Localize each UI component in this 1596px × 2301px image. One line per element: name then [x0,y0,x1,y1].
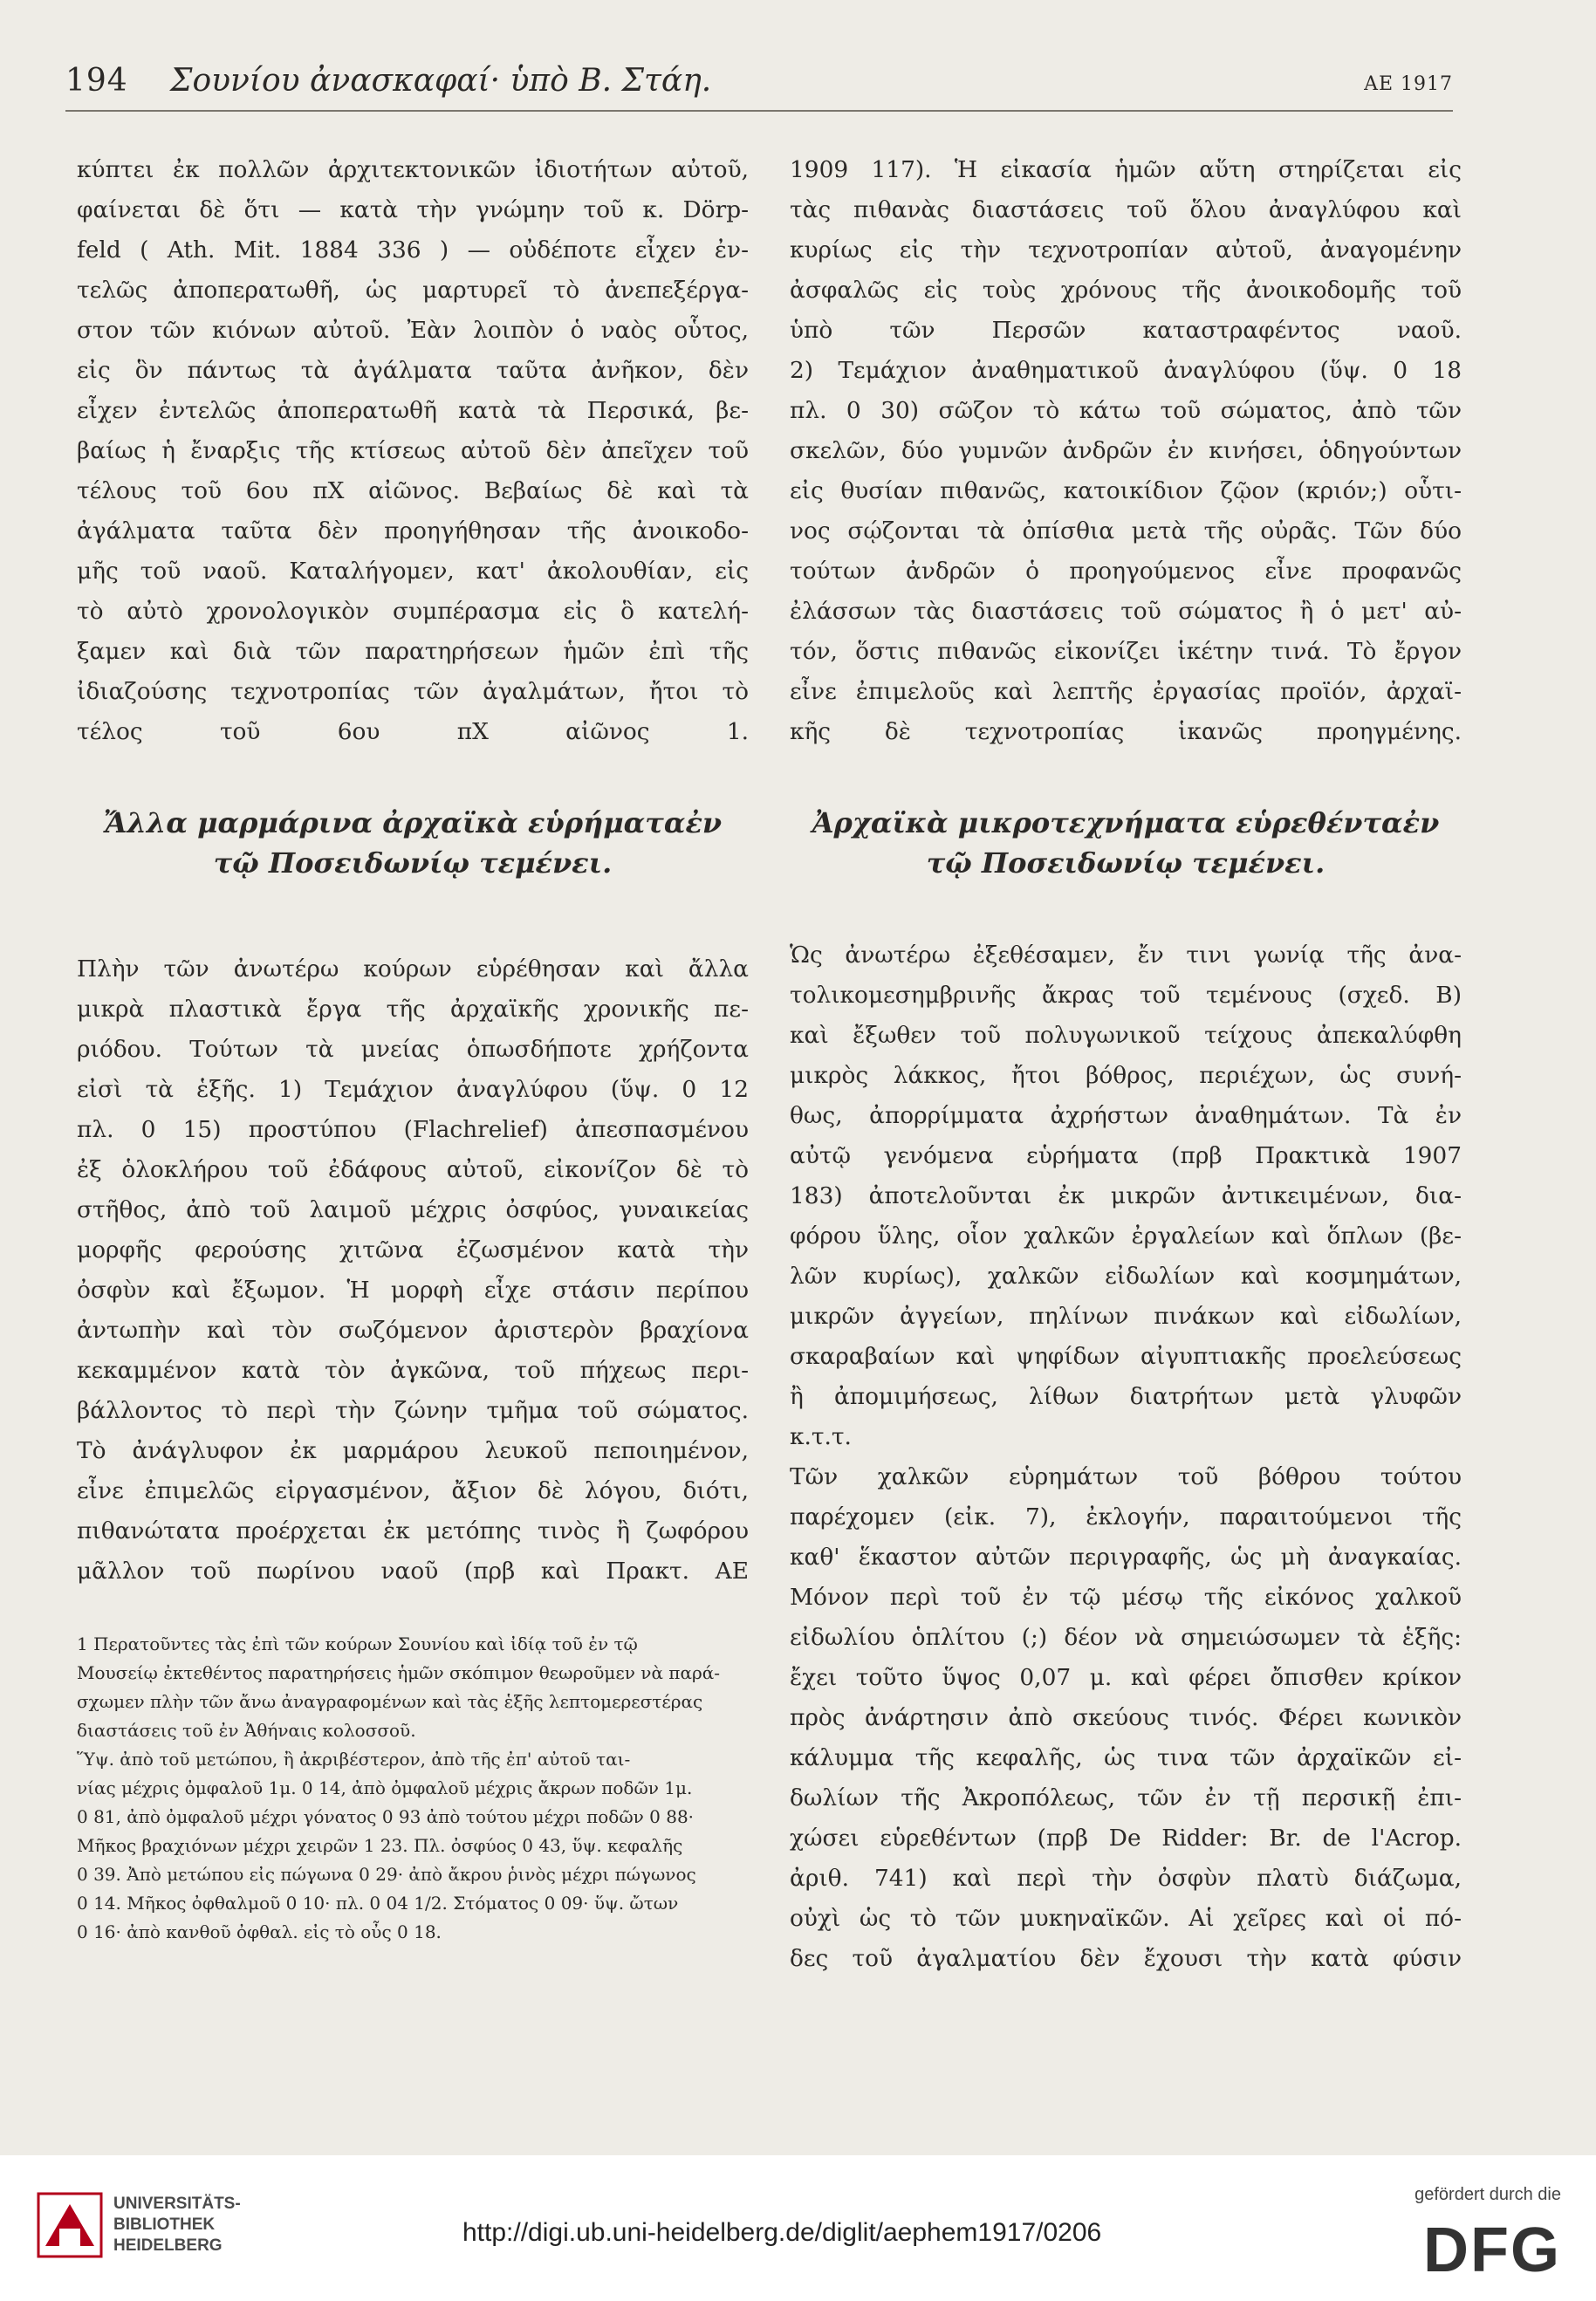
text-line: πρὸς ἀνάρτησιν ἀπὸ σκεύους τινός. Φέρει κωνικὸν [790,1704,1462,1731]
text-line: Μῆκος βραχιόνων μέχρι χειρῶν 1 23. Πλ. ὀσφύος 0 43, ὕψ. κεφαλῆς [77,1835,683,1856]
right-paragraph-3 [790,935,1462,1457]
text-line: 0 81, ἀπὸ ὀμφαλοῦ μέχρι γόνατος 0 93 ἀπὸ τούτου μέχρι ποδῶν 0 88· [77,1806,695,1827]
text-line: μικρὰ πλαστικὰ ἔργα τῆς ἀρχαϊκῆς χρονικῆς πε- [77,996,749,1023]
text-line: 1 Περατοῦντες τὰς ἐπὶ τῶν κούρων Σουνίου καὶ ἰδίᾳ τοῦ ἐν τῷ [77,1633,638,1654]
text-line: σχωμεν πλὴν τῶν ἄνω ἀναγραφομένων καὶ τὰς ἑξῆς λεπτομερεστέρας [77,1691,703,1712]
text-line: 0 14. Μῆκος ὀφθαλμοῦ 0 10· πλ. 0 04 1/2. Στόματος 0 09· ὕψ. ὤτων [77,1893,679,1914]
text-line: πλ. 0 30) σῶζον τὸ κάτω τοῦ σώματος, ἀπὸ τῶν [790,397,1462,424]
text-line: παρέχομεν (εἰκ. 7), ἐκλογήν, παραιτούμενοι τῆς [790,1503,1462,1531]
text-line: καθ' ἕκαστον αὐτῶν περιγραφῆς, ὡς μὴ ἀναγκαίας. [790,1544,1462,1571]
text-line: καὶ ἔξωθεν τοῦ πολυγωνικοῦ τείχους ἀπεκαλύφθη [790,1022,1462,1049]
text-line: κάλυμμα τῆς κεφαλῆς, ὡς τινα τῶν ἀρχαϊκῶν εἰ- [790,1744,1462,1771]
right-column [790,150,1462,1979]
text-line: ἐν τῷ Ποσειδωνίῳ τεμένει. [213,806,723,880]
text-line: ἀντωπὴν καὶ τὸν σωζόμενον ἀριστερὸν βραχίονα [77,1317,749,1344]
text-line: τὸ αὐτὸ χρονολογικὸν συμπέρασμα εἰς ὃ κατελή- [77,598,749,625]
left-paragraph-2 [77,949,749,1592]
text-line: ἢ ἀπομιμήσεως, λίθων διατρήτων μετὰ γλυφῶν [790,1383,1462,1410]
library-name-line: UNIVERSITÄTS- [113,2195,241,2213]
text-line: ἀγάλματα ταῦτα δὲν προηγήθησαν τῆς ἀνοικοδο- [77,517,749,544]
text-line: στῆθος, ἀπὸ τοῦ λαιμοῦ μέχρις ὀσφύος, γυναικείας [77,1196,749,1223]
right-section-heading [790,803,1462,883]
text-line: βάλλοντος τὸ περὶ τὴν ζώνην τμῆμα τοῦ σώματος. [77,1397,749,1424]
text-line: 0 39. Ἀπὸ μετώπου εἰς πώγωνα 0 29· ἀπὸ ἄκρου ῥινὸς μέχρι πώγωνος [77,1864,696,1885]
viewer-footer [0,2155,1596,2301]
text-line: εἰσὶ τὰ ἑξῆς. 1) Τεμάχιον ἀναγλύφου (ὕψ. 0 12 [77,1076,749,1103]
text-line: τελῶς ἀποπερατωθῆ, ὡς μαρτυρεῖ τὸ ἀνεπεξέργα- [77,277,749,304]
text-line: Τῶν χαλκῶν εὑρημάτων τοῦ βόθρου τούτου [790,1463,1462,1490]
text-line: κυρίως εἰς τὴν τεχνοτροπίαν αὐτοῦ, ἀναγομένην [790,236,1462,264]
text-line: Τὸ ἀνάγλυφον ἐκ μαρμάρου λευκοῦ πεποιημένον, [77,1437,749,1464]
text-line: Ἄλλα μαρμάρινα ἀρχαϊκὰ εὑρήματα [103,806,686,839]
text-line: τόν, ὅστις πιθανῶς εἰκονίζει ἱκέτην τινά. Τὸ ἔργον [790,638,1462,665]
text-line: φαίνεται δὲ ὅτι — κατὰ τὴν γνώμην τοῦ κ. Dörp- [77,196,749,223]
right-paragraph-1 [790,150,1462,351]
text-line: τέλους τοῦ 6ου πΧ αἰῶνος. Βεβαίως δὲ καὶ τὰ [77,477,749,504]
text-line: ἐν τῷ Ποσειδωνίῳ τεμένει. [926,806,1440,880]
text-line: εἰδωλίου ὁπλίτου (;) δέον νὰ σημειώσωμεν τὰ ἑξῆς: [790,1624,1462,1651]
text-line: χώσει εὑρεθέντων (πρβ De Ridder: Br. de l'Acrop. [790,1825,1462,1852]
left-paragraph-1 [77,150,749,752]
text-line: τέλος τοῦ 6ου πΧ αἰῶνος 1. [77,718,749,745]
text-line: Μουσείῳ ἐκτεθέντος παρατηρήσεις ἡμῶν σκόπιμον θεωροῦμεν νὰ παρά- [77,1662,720,1683]
text-line: ὑπὸ τῶν Περσῶν καταστραφέντος ναοῦ. [790,317,1462,344]
dfg-logo-icon: DFG [1423,2215,1561,2285]
text-line: εἰς θυσίαν πιθανῶς, κατοικίδιον ζῷον (κριόν;) οὗτι- [790,477,1462,504]
text-line: νος σῴζονται τὰ ὀπίσθια μετὰ τῆς οὐρᾶς. Τῶν δύο [790,517,1462,544]
left-column [77,150,749,1947]
left-section-heading [77,803,749,883]
text-line: ὀσφὺν καὶ ἔξωμον. Ἡ μορφὴ εἶχε στάσιν περίπου [77,1277,749,1304]
text-line: ἰδιαζούσης τεχνοτροπίας τῶν ἀγαλμάτων, ἤτοι τὸ [77,678,749,705]
text-line: ξαμεν καὶ διὰ τῶν παρατηρήσεων ἡμῶν ἐπὶ τῆς [77,638,749,665]
library-name-line: HEIDELBERG [113,2236,223,2255]
text-line: πιθανώτατα προέρχεται ἐκ μετόπης τινὸς ἢ ζωφόρου [77,1517,749,1544]
journal-label: ΑΕ 1917 [1364,73,1453,95]
text-line: ριόδου. Τούτων τὰ μνείας ὁπωσδήποτε χρήζοντα [77,1036,749,1063]
running-title: Σουνίου ἀνασκαφαί· ὑπὸ Β. Στάη. [170,63,712,99]
text-line: εἶχεν ἐντελῶς ἀποπερατωθῆ κατὰ τὰ Περσικά, βε- [77,397,749,424]
right-paragraph-4 [790,1457,1462,1979]
text-line: δωλίων τῆς Ἀκροπόλεως, τῶν ἐν τῇ περσικῇ ἐπι- [790,1784,1462,1811]
text-line: κεκαμμένον κατὰ τὸν ἀγκῶνα, τοῦ πήχεως περι- [77,1357,749,1384]
text-line: σκελῶν, δύο γυμνῶν ἀνδρῶν ἐν κινήσει, ὁδηγούντων [790,437,1462,464]
text-line: μικρῶν ἀγγείων, πηλίνων πινάκων καὶ εἰδωλίων, [790,1303,1462,1330]
right-paragraph-2 [790,351,1462,752]
text-line: Ἀρχαϊκὰ μικροτεχνήματα εὑρεθέντα [812,806,1403,839]
text-line: Ὕψ. ἀπὸ τοῦ μετώπου, ἢ ἀκριβέστερον, ἀπὸ τῆς ἐπ' αὐτοῦ ται- [77,1749,631,1770]
text-line: 1909 117). Ἡ εἰκασία ἡμῶν αὕτη στηρίζεται εἰς [790,156,1462,183]
text-line: θως, ἀπορρίμματα ἀχρήστων ἀναθημάτων. Τὰ ἐν [790,1102,1462,1129]
text-line: στον τῶν κιόνων αὐτοῦ. Ἐὰν λοιπὸν ὁ ναὸς οὗτος, [77,317,749,344]
text-line: τούτων ἀνδρῶν ὁ προηγούμενος εἶνε προφανῶς [790,558,1462,585]
page-header [65,63,1453,106]
text-line: σκαραβαίων καὶ ψηφίδων αἰγυπτιακῆς προελεύσεως [790,1343,1462,1370]
text-line: ἀσφαλῶς εἰς τοὺς χρόνους τῆς ἀνοικοδομῆς τοῦ [790,277,1462,304]
text-line: Μόνον περὶ τοῦ ἐν τῷ μέσῳ τῆς εἰκόνος χαλκοῦ [790,1584,1462,1611]
page-number: 194 [65,63,128,99]
text-line: κ.τ.τ. [790,1423,852,1450]
text-line: εἰς ὃν πάντως τὰ ἀγάλματα ταῦτα ἀνῆκον, δὲν [77,357,749,384]
text-line: 2) Τεμάχιον ἀναθηματικοῦ ἀναγλύφου (ὕψ. 0 18 [790,357,1462,384]
footnote [77,1630,749,1947]
text-line: εἶνε ἐπιμελοῦς καὶ λεπτῆς ἐργασίας προϊόν, ἀρχαϊ- [790,678,1462,705]
text-line: οὐχὶ ὡς τὸ τῶν μυκηναϊκῶν. Αἱ χεῖρες καὶ οἱ πό- [790,1905,1462,1932]
text-line: μικρὸς λάκκος, ἤτοι βόθρος, περιέχων, ὡς συνή- [790,1062,1462,1089]
header-rule [65,110,1453,112]
library-name-line: BIBLIOTHEK [113,2215,216,2234]
text-line: 0 16· ἀπὸ κανθοῦ ὀφθαλ. εἰς τὸ οὖς 0 18. [77,1921,442,1942]
text-line: Ὡς ἀνωτέρω ἐξεθέσαμεν, ἔν τινι γωνίᾳ τῆς ἀνα- [790,942,1462,969]
funded-by-label: gefördert durch die [1414,2185,1561,2204]
text-line: μᾶλλον τοῦ πωρίνου ναοῦ (πρβ καὶ Πρακτ. ΑΕ [77,1558,749,1585]
text-line: φόρου ὕλης, οἷον χαλκῶν ἐργαλείων καὶ ὅπλων (βε- [790,1222,1462,1250]
text-line: 183) ἀποτελοῦνται ἐκ μικρῶν ἀντικειμένων, δια- [790,1182,1462,1209]
permalink-url[interactable]: http://digi.ub.uni-heidelberg.de/diglit/aephem1917/0206 [462,2218,1102,2247]
text-line: τὰς πιθανὰς διαστάσεις τοῦ ὅλου ἀναγλύφου καὶ [790,196,1462,223]
text-line: λῶν κυρίως), χαλκῶν εἰδωλίων καὶ κοσμημάτων, [790,1263,1462,1290]
university-library-logo-icon [35,2190,105,2260]
text-line: ἀριθ. 741) καὶ περὶ τὴν ὀσφὺν πλατὺ διάζωμα, [790,1865,1462,1892]
text-line: αὐτῷ γενόμενα εὑρήματα (πρβ Πρακτικὰ 1907 [790,1142,1462,1169]
text-line: ἐλάσσων τὰς διαστάσεις τοῦ σώματος ἢ ὁ μετ' αὐ- [790,598,1462,625]
text-line: feld ( Ath. Mit. 1884 336 ) — οὐδέποτε εἶχεν ἐν- [77,236,749,264]
text-line: μορφῆς φερούσης χιτῶνα ἐζωσμένον κατὰ τὴν [77,1236,749,1263]
text-line: βαίως ἡ ἔναρξις τῆς κτίσεως αὐτοῦ δὲν ἀπεῖχεν τοῦ [77,437,749,464]
text-line: πλ. 0 15) προστύπου (Flachrelief) ἀπεσπασμένου [77,1116,749,1143]
text-line: δες τοῦ ἀγαλματίου δὲν ἔχουσι τὴν κατὰ φύσιν [790,1945,1462,1972]
text-line: μῆς τοῦ ναοῦ. Καταλήγομεν, κατ' ἀκολουθίαν, εἰς [77,558,749,585]
text-line: κῆς δὲ τεχνοτροπίας ἱκανῶς προηγμένης. [790,718,1462,745]
text-line: κύπτει ἐκ πολλῶν ἀρχιτεκτονικῶν ἰδιοτήτων αὐτοῦ, [77,156,749,183]
text-line: εἶνε ἐπιμελῶς εἰργασμένον, ἄξιον δὲ λόγου, διότι, [77,1477,749,1504]
library-name [113,2194,241,2256]
text-line: ἐξ ὁλοκλήρου τοῦ ἐδάφους αὐτοῦ, εἰκονίζον δὲ τὸ [77,1156,749,1183]
text-line: διαστάσεις τοῦ ἐν Ἀθήναις κολοσσοῦ. [77,1720,416,1741]
text-line: ἔχει τοῦτο ὕψος 0,07 μ. καὶ φέρει ὄπισθεν κρίκον [790,1664,1462,1691]
text-line: νίας μέχρις ὀμφαλοῦ 1μ. 0 14, ἀπὸ ὀμφαλοῦ μέχρις ἄκρων ποδῶν 1μ. [77,1777,693,1798]
text-line: τολικομεσημβρινῆς ἄκρας τοῦ τεμένους (σχεδ. Β) [790,982,1462,1009]
text-line: Πλὴν τῶν ἀνωτέρω κούρων εὑρέθησαν καὶ ἄλλα [77,955,749,983]
